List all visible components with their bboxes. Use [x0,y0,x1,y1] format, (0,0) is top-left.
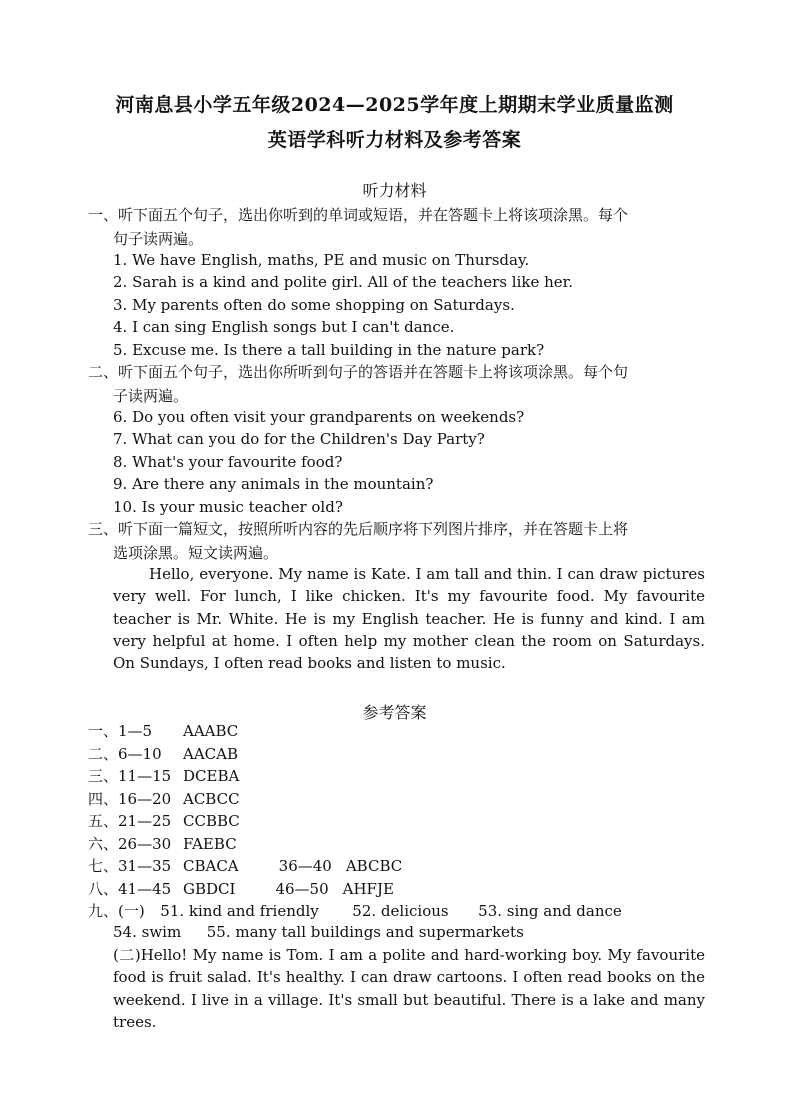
answer-label-2: 46—50 [275,880,329,898]
answer-55: 55. many tall buildings and supermarkets [206,923,524,941]
answer-row [88,788,240,809]
list-item: 2. Sarah is a kind and polite girl. All of the teachers like her. [113,273,573,291]
answers-heading: 参考答案 [362,703,427,722]
part9-passage [113,944,705,1033]
part9-label: 九、(一) [88,902,145,920]
answer-value: ACBCC [183,790,240,808]
answer-row [88,855,402,876]
answer-54: 54. swim [113,923,182,941]
list-item: 3. My parents often do some shopping on Saturdays. [113,296,515,314]
list-item: 6. Do you often visit your grandparents on weekends? [113,408,525,426]
answer-row-part9-cont [113,923,524,941]
list-item: 10. Is your music teacher old? [113,498,343,516]
list-item: 9. Are there any animals in the mountain? [113,475,434,493]
answer-label: 二、6—10 [88,745,162,763]
answer-row [88,720,238,741]
list-item: 8. What's your favourite food? [113,453,343,471]
document-subtitle: 英语学科听力材料及参考答案 [267,129,522,151]
part9-passage-text: Hello! My name is Tom. I am a polite and hard-working boy. My favourite food is fruit salad. It's healthy. I can draw cartoons. I often read books on the weekend. I live in a village. It's small but beautiful. There is a lake and many trees. [113,946,705,1031]
list-item: 7. What can you do for the Children's Day Party? [113,430,485,448]
listening-passage [113,563,705,674]
list-item: 1. We have English, maths, PE and music on Thursday. [113,251,530,269]
answer-value: CBACA [183,857,239,875]
part3-instruction: 三、听下面一篇短文，按照所听内容的先后顺序将下列图片排序，并在答题卡上将 [88,520,629,538]
answer-53: 53. sing and dance [478,902,622,920]
answer-row [88,878,394,899]
answer-row [88,810,240,831]
answer-value: AACAB [183,745,238,763]
answer-row [88,743,238,764]
answer-label: 一、1—5 [88,722,153,740]
part1-instruction-cont: 句子读两遍。 [113,230,204,248]
document-title: 河南息县小学五年级2024—2025学年度上期期末学业质量监测 [115,94,674,116]
part3-instruction-cont: 选项涂黑。短文读两遍。 [113,544,279,562]
part9-sub-label: (二) [113,946,141,964]
part2-instruction-cont: 子读两遍。 [113,387,189,405]
answer-value-2: ABCBC [345,857,403,875]
answer-label: 四、16—20 [88,790,172,808]
part1-instruction: 一、听下面五个句子，选出你听到的单词或短语，并在答题卡上将该项涂黑。每个 [88,206,629,224]
answer-label: 六、26—30 [88,835,172,853]
answer-51: 51. kind and friendly [160,902,319,920]
answer-value: DCEBA [183,767,240,785]
answer-label: 五、21—25 [88,812,172,830]
answer-label: 八、41—45 [88,880,172,898]
listening-heading: 听力材料 [362,181,427,200]
list-item: 4. I can sing English songs but I can't dance. [113,318,455,336]
answer-label: 七、31—35 [88,857,172,875]
answer-label-2: 36—40 [278,857,332,875]
answer-value: CCBBC [183,812,240,830]
answer-value: GBDCI [183,880,236,898]
answer-row-part9 [88,900,622,921]
answer-row [88,833,237,854]
answer-value: AAABC [183,722,239,740]
answer-row [88,765,239,786]
answer-52: 52. delicious [352,902,449,920]
answer-label: 三、11—15 [88,767,172,785]
passage-text: Hello, everyone. My name is Kate. I am tall and thin. I can draw pictures very well. For lunch, I like chicken. It's my favourite food. My favourite teacher is Mr. White. He is my English teacher. He is funny and kind. I am very helpful at home. I often help my mother clean the room on Saturdays. On Sundays, I often read books and listen to music. [113,565,705,673]
list-item: 5. Excuse me. Is there a tall building in the nature park? [113,341,545,359]
answer-value: FAEBC [183,835,237,853]
part2-instruction: 二、听下面五个句子，选出你所听到句子的答语并在答题卡上将该项涂黑。每个句 [88,363,629,381]
answer-value-2: AHFJE [342,880,394,898]
